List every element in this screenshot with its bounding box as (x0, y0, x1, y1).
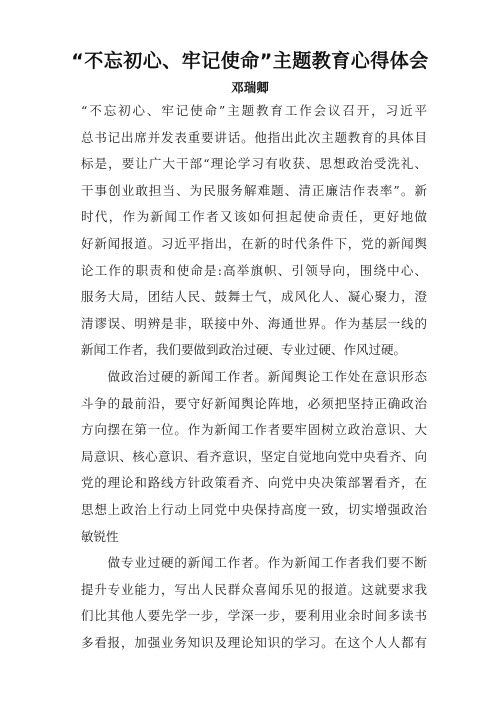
text-line: 敏锐性 (81, 528, 119, 544)
text-line: 提升专业能力，写出人民群众喜闻乐见的报道。这就要求我 (81, 581, 427, 597)
text-line: 思想上政治上行动上同党中央保持高度一致，切实增强政治 (81, 501, 427, 517)
text-line: 标是，要让广大干部“理论学习有收获、思想政治受洗礼、 (81, 156, 427, 172)
document-body (81, 98, 427, 656)
text-line: 党的理论和路线方针政策看齐、向党中央决策部署看齐，在 (81, 475, 427, 491)
document-title: “不忘初心、牢记使命”主题教育心得体会 (71, 50, 429, 72)
text-line: 做专业过硬的新闻工作者。作为新闻工作者我们要不断 (81, 555, 427, 571)
text-line: 新闻工作者，我们要做到政治过硬、专业过硬、作风过硬。 (81, 342, 407, 358)
document-author: 邓瑞卿 (231, 80, 269, 95)
text-line: 多看报，加强业务知识及理论知识的学习。在这个人人都有 (81, 634, 427, 650)
text-line: 斗争的最前沿，要守好新闻舆论阵地，必须把坚持正确政治 (81, 395, 427, 411)
text-line: 时代，作为新闻工作者又该如何担起使命责任，更好地做 (81, 209, 427, 225)
text-line: 服务大局，团结人民、鼓舞士气，成风化人、凝心聚力，澄 (81, 289, 427, 305)
text-line: 局意识、核心意识、看齐意识，坚定自觉地向党中央看齐、向 (81, 448, 427, 464)
text-line: 干事创业敢担当、为民服务解难题、清正廉洁作表率”。新 (81, 182, 427, 198)
text-line: 方向摆在第一位。作为新闻工作者要牢固树立政治意识、大 (81, 422, 427, 438)
text-line: 总书记出席并发表重要讲话。他指出此次主题教育的具体目 (81, 129, 427, 145)
text-line: 们比其他人要先学一步，学深一步，要利用业余时间多读书 (81, 608, 427, 624)
text-line: “不忘初心、牢记使命”主题教育工作会议召开，习近平 (81, 103, 427, 118)
text-line: 做政治过硬的新闻工作者。新闻舆论工作处在意识形态 (81, 368, 427, 384)
text-line: 清谬误、明辨是非，联接中外、海通世界。作为基层一线的 (81, 315, 427, 331)
text-line: 论工作的职责和使命是:高举旗帜、引领导向，围绕中心、 (81, 262, 427, 278)
text-line: 好新闻报道。习近平指出，在新的时代条件下，党的新闻舆 (81, 235, 427, 251)
